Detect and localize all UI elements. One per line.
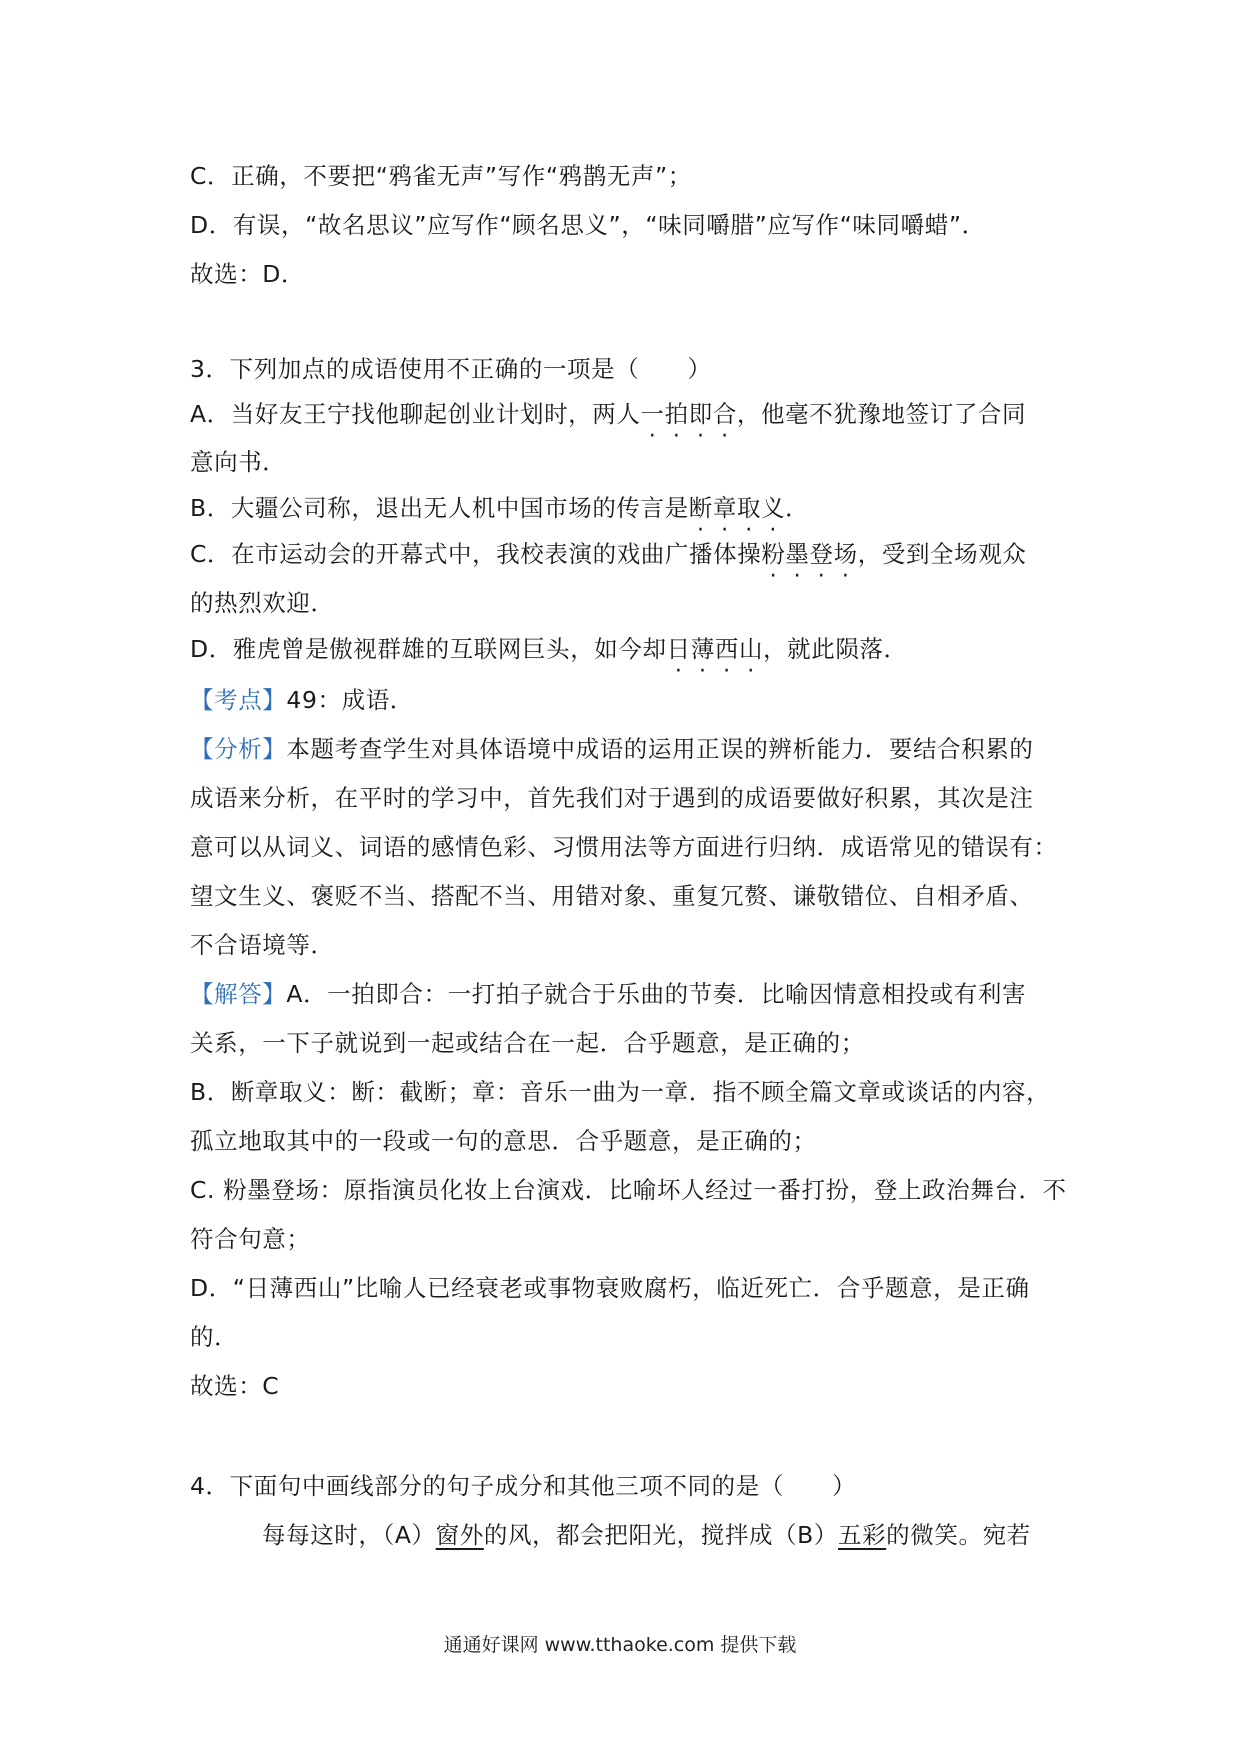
passage-text: 的微笑。宛若 — [886, 1521, 1031, 1549]
question-3-option-a — [190, 398, 1060, 430]
passage-text: 的风，都会把阳光，搅拌成（B） — [483, 1521, 838, 1549]
answer-line-c: C．正确，不要把“鸦雀无声”写作“鸦鹊无声”； — [190, 162, 692, 190]
solution-line: 孤立地取其中的一段或一句的意思．合乎题意，是正确的； — [190, 1127, 817, 1155]
option-text: A．当好友王宁找他聊起创业计划时，两人 — [190, 400, 641, 428]
section-text: 49：成语． — [286, 686, 414, 714]
analysis — [190, 733, 1060, 765]
page-footer: 通通好课网 www.tthaoke.com 提供下载 — [443, 1634, 797, 1656]
analysis-line: 不合语境等． — [190, 931, 335, 959]
solution-line: 的． — [190, 1323, 239, 1351]
underlined-part-b: 五彩 — [837, 1521, 887, 1549]
idiom-char: 西 — [714, 635, 739, 663]
idiom-char: 一 — [640, 400, 665, 428]
idiom-char: 断 — [688, 494, 713, 522]
answer-line-d: D．有误，“故名思议”应写作“顾名思义”，“味同嚼腊”应写作“味同嚼蜡”． — [190, 211, 986, 239]
idiom-char: 登 — [809, 540, 834, 568]
analysis-line: 意可以从词义、词语的感情色彩、习惯用法等方面进行归纳．成语常见的错误有： — [190, 833, 1058, 861]
option-text: C．在市运动会的开幕式中，我校表演的戏曲广播体操 — [190, 540, 762, 568]
idiom-char: 薄 — [690, 635, 715, 663]
analysis-line: 成语来分析，在平时的学习中，首先我们对于遇到的成语要做好积累，其次是注 — [190, 784, 1034, 812]
dotted-idiom-d — [667, 635, 763, 663]
idiom-char: 取 — [736, 494, 762, 522]
dotted-idiom-b — [689, 494, 785, 522]
option-text: ，他毫不犹豫地签订了合同 — [736, 400, 1027, 428]
solution-line: 符合句意； — [190, 1225, 311, 1253]
idiom-char: 拍 — [664, 400, 689, 428]
option-text: ． — [785, 494, 810, 522]
idiom-char: 即 — [688, 400, 713, 428]
question-4-stem: 4．下面句中画线部分的句子成分和其他三项不同的是（ ） — [190, 1472, 857, 1500]
solution-line: 关系，一下子就说到一起或结合在一起．合乎题意，是正确的； — [190, 1029, 865, 1057]
idiom-char: 章 — [712, 494, 737, 522]
idiom-char: 日 — [666, 635, 691, 663]
idiom-char: 合 — [712, 400, 737, 428]
section-tag: 【解答】 — [190, 980, 287, 1008]
question-3-option-c-cont: 的热烈欢迎． — [190, 589, 335, 617]
passage-text: 每每这时，（A） — [262, 1521, 436, 1549]
answer-choice: 故选：D． — [190, 260, 306, 288]
solution — [190, 978, 1060, 1010]
option-text: B．大疆公司称，退出无人机中国市场的传言是 — [190, 494, 689, 522]
solution-line: B．断章取义：断：截断；章：音乐一曲为一章．指不顾全篇文章或谈话的内容， — [190, 1078, 1051, 1106]
analysis-line: 望文生义、褒贬不当、搭配不当、用错对象、重复冗赘、谦敬错位、自相矛盾、 — [190, 882, 1034, 910]
question-3-option-b — [190, 492, 1060, 524]
solution-line: D．“日薄西山”比喻人已经衰老或事物衰败腐朽，临近死亡．合乎题意，是正确 — [190, 1274, 1030, 1302]
solution-line: C. 粉墨登场：原指演员化妆上台演戏．比喻坏人经过一番打扮，登上政治舞台．不 — [190, 1176, 1067, 1204]
underlined-part-a: 窗外 — [435, 1521, 484, 1549]
idiom-char: 场 — [833, 540, 858, 568]
idiom-char: 粉 — [761, 540, 786, 568]
question-4-passage — [262, 1519, 1132, 1551]
idiom-char: 山 — [738, 635, 764, 663]
section-tag: 【考点】 — [190, 686, 287, 714]
section-text: 本题考查学生对具体语境中成语的运用正误的辨析能力．要结合积累的 — [286, 735, 1034, 763]
section-tag: 【分析】 — [190, 735, 287, 763]
dotted-idiom-a — [640, 400, 736, 428]
dotted-idiom-c — [761, 540, 857, 568]
option-text: ，就此陨落． — [763, 635, 908, 663]
question-3-option-c — [190, 538, 1060, 570]
question-3-option-a-cont: 意向书． — [190, 448, 287, 476]
option-text: ，受到全场观众 — [857, 540, 1027, 568]
idiom-char: 墨 — [785, 540, 810, 568]
option-text: D．雅虎曾是傲视群雄的互联网巨头，如今却 — [190, 635, 667, 663]
answer-choice: 故选：C — [190, 1372, 280, 1400]
question-3-option-d — [190, 633, 1060, 665]
question-3-stem: 3．下列加点的成语使用不正确的一项是（ ） — [190, 355, 712, 383]
section-text: A．一拍即合：一打拍子就合于乐曲的节奏．比喻因情意相投或有利害 — [286, 980, 1027, 1008]
idiom-char: 义 — [761, 494, 786, 522]
knowledge-point — [190, 684, 1060, 716]
